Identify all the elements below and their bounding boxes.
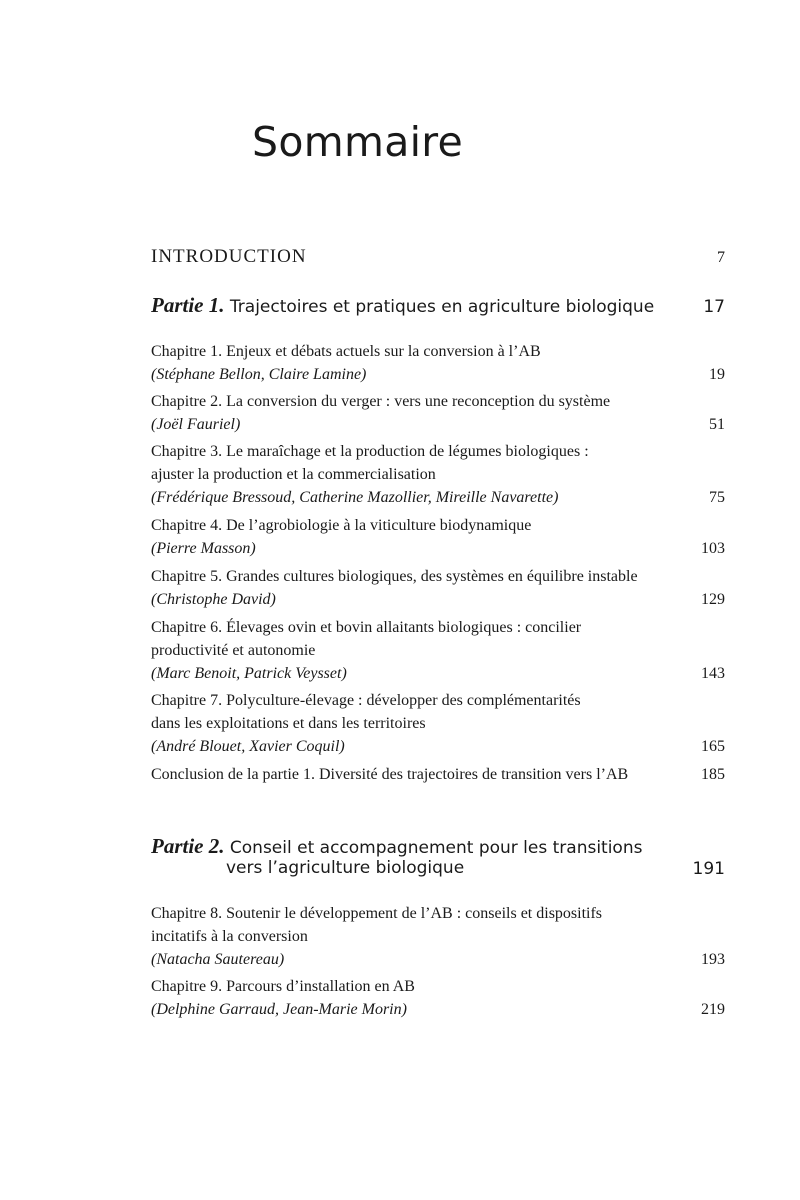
part-1-heading: [151, 293, 654, 318]
chapter-authors: (Joël Fauriel): [151, 416, 241, 433]
chapter-title-line-2: dans les exploitations et dans les territoires: [151, 715, 426, 732]
chapter-authors: (André Blouet, Xavier Coquil): [151, 738, 345, 755]
chapter-page: 103: [701, 540, 725, 557]
page-title: Sommaire: [252, 118, 464, 166]
part-1-label: Partie 1.: [151, 293, 225, 317]
toc-entry-chapter-5: [151, 565, 731, 611]
toc-entry-chapter-3: [151, 440, 731, 509]
toc-entry-chapter-9: [151, 975, 731, 1021]
chapter-page: 129: [701, 591, 725, 608]
chapter-page: 75: [709, 489, 725, 506]
part-2-label: Partie 2.: [151, 834, 225, 858]
chapter-title: Chapitre 1. Enjeux et débats actuels sur la conversion à l’AB: [151, 343, 541, 360]
part-2-title-line-2: vers l’agriculture biologique: [226, 858, 465, 878]
chapter-authors: (Delphine Garraud, Jean-Marie Morin): [151, 1001, 407, 1018]
chapter-title: Conclusion de la partie 1. Diversité des trajectoires de transition vers l’AB: [151, 766, 629, 783]
chapter-page: 185: [701, 766, 725, 783]
part-1-page: 17: [703, 297, 725, 317]
chapter-authors: (Stéphane Bellon, Claire Lamine): [151, 366, 367, 383]
chapter-authors: (Christophe David): [151, 591, 276, 608]
part-1-title: Trajectoires et pratiques en agriculture biologique: [229, 297, 655, 317]
chapter-title: Chapitre 9. Parcours d’installation en AB: [151, 978, 415, 995]
part-2-heading: [151, 834, 642, 859]
toc-entry-chapter-1: [151, 340, 731, 386]
toc-entry-chapter-6: [151, 616, 731, 685]
part-2-title: Conseil et accompagnement pour les transitions: [229, 838, 643, 858]
chapter-page: 219: [701, 1001, 725, 1018]
introduction-label: INTRODUCTION: [151, 246, 307, 267]
chapter-page: 143: [701, 665, 725, 682]
chapter-title-line-2: incitatifs à la conversion: [151, 928, 308, 945]
chapter-title: Chapitre 6. Élevages ovin et bovin allaitants biologiques : concilier: [151, 619, 582, 636]
chapter-title-line-2: productivité et autonomie: [151, 642, 316, 659]
chapter-title: Chapitre 8. Soutenir le développement de l’AB : conseils et dispositifs: [151, 905, 603, 922]
chapter-authors: (Frédérique Bressoud, Catherine Mazollier, Mireille Navarette): [151, 489, 559, 506]
chapter-page: 165: [701, 738, 725, 755]
chapter-title: Chapitre 5. Grandes cultures biologiques, des systèmes en équilibre instable: [151, 568, 638, 585]
toc-entry-chapter-8: [151, 902, 731, 971]
toc-entry-chapter-2: [151, 390, 731, 436]
chapter-page: 19: [709, 366, 725, 383]
toc-entry-chapter-4: [151, 514, 731, 560]
part-2-page: 191: [692, 859, 725, 879]
chapter-title: Chapitre 7. Polyculture-élevage : développer des complémentarités: [151, 692, 581, 709]
toc-entry-conclusion-part-1: [151, 763, 731, 786]
chapter-authors: (Natacha Sautereau): [151, 951, 285, 968]
chapter-authors: (Pierre Masson): [151, 540, 256, 557]
chapter-title: Chapitre 4. De l’agrobiologie à la viticulture biodynamique: [151, 517, 532, 534]
chapter-title: Chapitre 2. La conversion du verger : vers une reconception du système: [151, 393, 611, 410]
chapter-title: Chapitre 3. Le maraîchage et la production de légumes biologiques :: [151, 443, 589, 460]
chapter-page: 51: [709, 416, 725, 433]
introduction-page: 7: [717, 249, 725, 266]
chapter-page: 193: [701, 951, 725, 968]
chapter-title-line-2: ajuster la production et la commercialisation: [151, 466, 436, 483]
toc-entry-chapter-7: [151, 689, 731, 758]
chapter-authors: (Marc Benoit, Patrick Veysset): [151, 665, 347, 682]
